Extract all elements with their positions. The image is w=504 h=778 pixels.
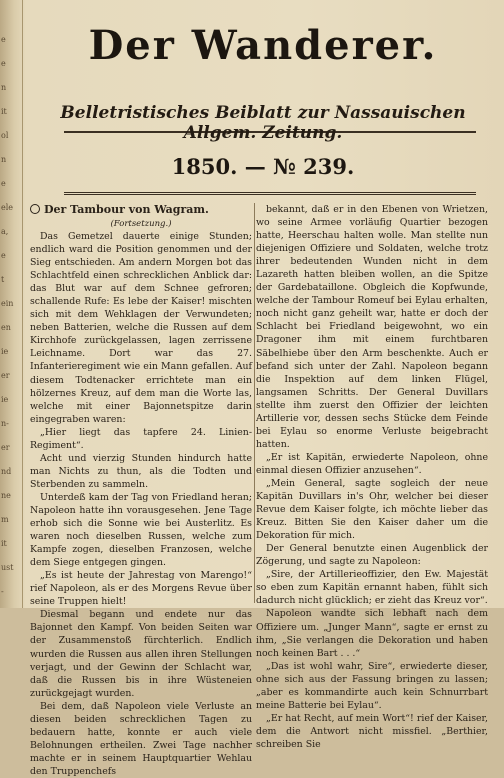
spine-fragment: n- [1, 419, 9, 428]
spine-fragment: er [1, 443, 10, 452]
article-paragraph: Der General benutzte einen Augenblick der Zögerung, und sagte zu Napoleon: [256, 543, 488, 568]
article-paragraph: „Er hat Recht, auf mein Wort“! rief der Kaiser, dem die Antwort nicht missfiel. „Berthier, schreiben Sie [256, 712, 488, 750]
spine-fragment: it [1, 539, 7, 548]
spine-fragment: er [1, 371, 10, 380]
spine-fragment: ie [1, 395, 9, 404]
spine-fragment: e [1, 251, 6, 260]
spine-fragment: ust [1, 563, 14, 572]
article-paragraph: Unterdeß kam der Tag von Friedland heran; Napoleon hatte ihn vorausgesehen. Jene Tage erhob sich die Sonne wie bei Austerlitz. Es waren noch dieselben Russen, welche zum Kampfe zogen, dieselben Franzosen, welche dem Siege entgegen gingen. [30, 491, 252, 569]
article-paragraph: Napoleon wandte sich lebhaft nach dem Offiziere um. „Junger Mann“, sagte er ernst zu ihm, „Sie verlangen die Dekoration und haben noch keinen Bart . . .“ [256, 608, 488, 659]
article-paragraph: Diesmal begann und endete nur das Bajonnet den Kampf. Von beiden Seiten war der Zusammenstoß fürchterlich. Endlich wurden die Russen aus allen ihren Stellungen verjagt, und der Gewinn der Schlacht war, daß die Russen bis in ihre Wüsteneien zurückgejagt wurden. [30, 609, 252, 699]
spine-fragment: n [1, 155, 7, 164]
article-paragraph: „Es ist heute der Jahrestag von Marengo!“ rief Napoleon, als er des Morgens Revue über seine Truppen hielt! [30, 570, 252, 608]
spine-fragment: e [1, 59, 6, 68]
spine-fragment: ol [1, 131, 9, 140]
spine-fragment: en [1, 323, 11, 332]
spine-fragment: a, [1, 227, 9, 236]
left-paragraphs [30, 230, 252, 778]
spine-fragment: it [1, 107, 7, 116]
article-paragraph: „Hier liegt das tapfere 24. Linien-Regiment“. [30, 426, 252, 451]
continuation-note: (Fortsetzung.) [110, 219, 172, 229]
binding-edge [0, 0, 23, 608]
spine-fragment: nd [1, 467, 12, 476]
article-paragraph: „Mein General, sagte sogleich der neue Kapitän Duvillars in's Ohr, welcher bei dieser Revue dem Kaiser folgte, ich möchte lieber das Kreuz. Bitten Sie den Kaiser daher um die Dekoration für mich. [256, 477, 488, 542]
article-paragraph: „Sire, der Artillerieoffizier, den Ew. Majestät so eben zum Kapitän ernannt haben, fühlt sich dadurch nicht glücklich; er zieht das Kreuz vor“. [256, 569, 488, 607]
article-paragraph: „Das ist wohl wahr, Sire“, erwiederte dieser, ohne sich aus der Fassung bringen zu lassen; „aber es kommandirte auch kein Schnurrbart meine Batterie bei Eylau“. [256, 660, 488, 711]
spine-fragment: ie [1, 347, 9, 356]
article-paragraph: bekannt, daß er in den Ebenen von Wrietzen, wo seine Armee vorläufig Quartier bezogen hatte, Heerschau halten wolle. Man stellte nun diejenigen Offiziere und Soldaten, welche trotz ihrer bedeutenden Wunden nicht in dem Lazareth hatten bleiben wollen, an die Spitze der Gardebataillone. Obgleich die Kopfwunde, welche der Tambour Romeuf bei Eylau erhalten, noch nicht ganz geheilt war, hatte er doch der Schlacht bei Friedland beigewohnt, wo ein Dragoner ihm mit einem furchtbaren Säbelhiebe über den Arm beschenkte. Auch er befand sich unter der Zahl. Napoleon begann die Inspektion auf dem linken Flügel, langsamen Schritts. Der General Duvillars stellte ihm zuerst den Offizier der leichten Artillerie vor, dessen sechs Stücke dem Feinde bei Eylau so enorme Verluste beigebracht hatten. [256, 204, 488, 450]
article-paragraph: Acht und vierzig Stunden hindurch hatte man Nichts zu thun, als die Todten und Sterbenden zu sammeln. [30, 452, 252, 490]
spine-fragment: ele [1, 203, 14, 212]
article-heading: Der Tambour von Wagram. [30, 203, 252, 217]
article-paragraph: Das Gemetzel dauerte einige Stunden; endlich ward die Position genommen und der Sieg entschieden. Am andern Morgen bot das Schlachtfeld einen schrecklichen Anblick dar: das Blut war auf dem Schnee gefroren; schallende Rufe: Es lebe der Kaiser! mischten sich mit dem Wehklagen der Verwundeten; neben Batterien, welche die Russen auf dem Kirchhofe zurückgelassen, lagen zerrissene Leichname. Dort war das 27. Infanterieregiment wie ein Mann gefallen. Auf diesem Todtenacker errichtete man ein hölzernes Kreuz, auf dem man die Worte las, welche mit einer Bajonnetspitze darin eingegraben waren: [30, 231, 252, 425]
article-paragraph: Bei dem, daß Napoleon viele Verluste an diesen beiden schrecklichen Tagen zu bedauern hatte, konnte er auch viele Belohnungen ertheilen. Zwei Tage nachher machte er in seinem Hauptquartier Wehlau den Truppenchefs [30, 700, 252, 777]
article-paragraph: „Er ist Kapitän, erwiederte Napoleon, ohne einmal diesen Offizier anzusehen“. [256, 451, 488, 476]
newspaper-subtitle: Belletristisches Beiblatt zur Nassauischen Allgem. Zeitung. [60, 103, 466, 143]
spine-fragment: ne [1, 491, 11, 500]
spine-fragment: e [1, 35, 6, 44]
issue-rule [64, 192, 476, 197]
spine-fragment: n [1, 83, 7, 92]
spine-fragment: t [1, 275, 5, 284]
right-column [256, 203, 488, 751]
issue-line: 1850. — № 239. [171, 154, 355, 179]
spine-fragment: e [1, 179, 6, 188]
circle-ornament-icon [30, 204, 40, 214]
spine-fragment: m [1, 515, 9, 524]
right-paragraphs [256, 203, 488, 751]
spine-fragment: - [1, 587, 4, 596]
left-column [30, 203, 252, 778]
spine-fragment: ein [1, 299, 14, 308]
column-divider [254, 203, 255, 603]
newspaper-title: Der Wanderer. [88, 22, 438, 69]
